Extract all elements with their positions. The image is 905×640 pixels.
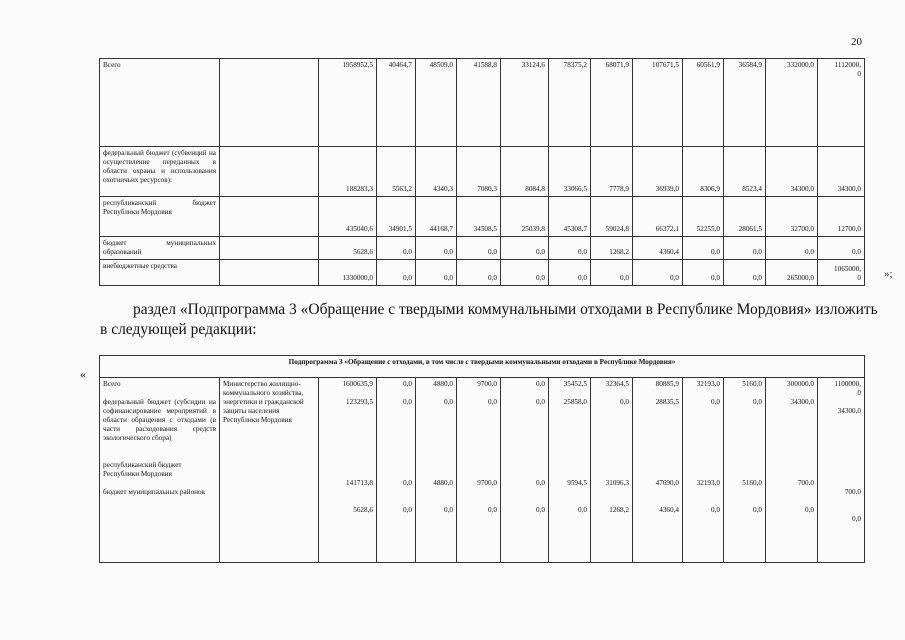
value-cell: 0,0: [536, 398, 545, 406]
value-cell: 5628,6: [353, 506, 373, 514]
value-cell: 0,0: [683, 260, 724, 286]
source-labels-cell: [100, 378, 220, 563]
subprogram-3-table: [99, 355, 865, 563]
value-cell: 1600635,9: [342, 380, 373, 388]
value-cell: 9700,0: [477, 479, 497, 487]
page-number: 20: [851, 36, 862, 48]
value-cell: 9594,5: [567, 479, 587, 487]
value-cell: 0,0: [724, 237, 766, 260]
value-column: [549, 378, 591, 563]
value-cell: 141713,8: [346, 479, 373, 487]
label-total: Всего: [103, 380, 121, 388]
funding-table-continued: [99, 58, 865, 286]
value-cell: 0,0: [501, 237, 549, 260]
value-column: [724, 378, 766, 563]
value-cell: 0,0: [403, 380, 412, 388]
value-cell: 0,0: [416, 237, 457, 260]
value-cell: 0,0: [724, 260, 766, 286]
value-cell: 25039,8: [501, 197, 549, 237]
value-cell: 5628,6: [319, 237, 377, 260]
value-cell: 33124,6: [501, 59, 549, 147]
value-cell: 0,0: [852, 515, 861, 523]
value-cell: 0,0: [488, 506, 497, 514]
value-cell: 1958952,5: [319, 59, 377, 147]
value-cell: 36584,9: [724, 59, 766, 147]
org-cell: [220, 59, 319, 147]
value-cell: 0,0: [444, 506, 453, 514]
value-cell: 1065000, 0: [818, 260, 865, 286]
value-cell: 0,0: [377, 260, 416, 286]
source-label: бюджет муниципальных образований: [100, 237, 220, 260]
value-cell: 8523,4: [724, 147, 766, 197]
closing-quote: »;: [884, 268, 893, 280]
value-column: [501, 378, 549, 563]
value-cell: 1112000, 0: [818, 59, 865, 147]
value-cell: 0,0: [549, 260, 591, 286]
value-cell: 25858,0: [563, 398, 587, 406]
value-cell: 68071,9: [591, 59, 633, 147]
value-cell: 0,0: [536, 506, 545, 514]
value-cell: 36939,0: [633, 147, 683, 197]
value-cell: 40464,7: [377, 59, 416, 147]
value-cell: 4880,0: [433, 380, 453, 388]
value-cell: 0,0: [457, 260, 501, 286]
label-federal: федеральный бюджет (субсидии на софинансирование мероприятий в области обращения с отходами (в части расходования средств экологического сбора): [103, 398, 216, 442]
value-cell: 700,0: [844, 488, 861, 496]
opening-quote: «: [80, 367, 86, 381]
value-cell: 8084,8: [501, 147, 549, 197]
value-column: [766, 378, 818, 563]
value-cell: 34300,0: [766, 147, 818, 197]
value-cell: 0,0: [416, 260, 457, 286]
value-cell: 4340,3: [416, 147, 457, 197]
table-row: [100, 59, 865, 147]
amendment-paragraph: [100, 300, 878, 340]
value-cell: 0,0: [536, 479, 545, 487]
value-cell: 32700,0: [766, 197, 818, 237]
value-cell: 47690,0: [655, 479, 679, 487]
value-cell: 0,0: [403, 506, 412, 514]
value-cell: 188283,3: [319, 147, 377, 197]
value-cell: 34300,0: [818, 147, 865, 197]
value-cell: 52255,0: [683, 197, 724, 237]
value-cell: 31096,3: [605, 479, 629, 487]
subprogram-caption: Подпрограмма 3 «Обращение с отходами, в том числе с твердыми коммунальными отходами в Республике Мордовия»: [100, 356, 865, 378]
value-cell: 32193,0: [696, 380, 720, 388]
value-cell: 0,0: [633, 260, 683, 286]
value-cell: 34300,0: [790, 398, 814, 406]
value-cell: 7080,3: [457, 147, 501, 197]
value-cell: 0,0: [753, 398, 762, 406]
value-column: [416, 378, 457, 563]
value-cell: 0,0: [711, 506, 720, 514]
value-cell: 34901,5: [377, 197, 416, 237]
label-municipal: бюджет муниципальных районов: [103, 488, 205, 496]
value-cell: 0,0: [818, 237, 865, 260]
value-cell: 12700,0: [818, 197, 865, 237]
value-cell: 0,0: [488, 398, 497, 406]
value-cell: 0,0: [591, 260, 633, 286]
value-cell: 265000,0: [766, 260, 818, 286]
table-row: [100, 260, 865, 286]
org-cell: [220, 147, 319, 197]
value-cell: 35452,5: [563, 380, 587, 388]
value-column: [319, 378, 377, 563]
value-cell: 0,0: [753, 506, 762, 514]
value-cell: 0,0: [457, 237, 501, 260]
value-cell: 80885,9: [655, 380, 679, 388]
org-cell: [220, 237, 319, 260]
value-cell: 7778,9: [591, 147, 633, 197]
org-cell: [220, 197, 319, 237]
value-cell: 78375,2: [549, 59, 591, 147]
value-column: [591, 378, 633, 563]
value-cell: 45308,7: [549, 197, 591, 237]
value-cell: 1330000,0: [319, 260, 377, 286]
value-cell: 1268,2: [591, 237, 633, 260]
value-cell: 0,0: [683, 237, 724, 260]
value-column: [683, 378, 724, 563]
value-cell: 8306,9: [683, 147, 724, 197]
value-cell: 5563,2: [377, 147, 416, 197]
value-cell: 700,0: [797, 479, 814, 487]
value-cell: 28061,5: [724, 197, 766, 237]
table-row: [100, 237, 865, 260]
value-cell: 0,0: [578, 506, 587, 514]
source-label: Всего: [100, 59, 220, 147]
value-cell: 107671,5: [633, 59, 683, 147]
value-cell: 435040,6: [319, 197, 377, 237]
value-cell: 1268,2: [609, 506, 629, 514]
value-cell: 60561,9: [683, 59, 724, 147]
value-cell: 48509,0: [416, 59, 457, 147]
value-cell: 300000,0: [787, 380, 814, 388]
value-cell: 59024,8: [591, 197, 633, 237]
value-cell: 34508,5: [457, 197, 501, 237]
source-label: республиканский бюджет Республики Мордовия: [100, 197, 220, 237]
value-cell: 0,0: [536, 380, 545, 388]
table-row: [100, 147, 865, 197]
value-cell: 4360,4: [659, 506, 679, 514]
table-row: [100, 197, 865, 237]
value-cell: 9700,0: [477, 380, 497, 388]
value-cell: 32364,5: [605, 380, 629, 388]
value-cell: 0,0: [444, 398, 453, 406]
paragraph-line-1: раздел «Подпрограмма 3 «Обращение с твердыми коммунальными отходами в Республике Мордовия» изложить: [133, 301, 878, 318]
source-label: внебюджетные средства: [100, 260, 220, 286]
value-cell: 0,0: [805, 506, 814, 514]
paragraph-line-2: в следующей редакции:: [100, 321, 257, 338]
responsible-org: Министерство жилищно-коммунального хозяйства, энергетики и гражданской защиты населения Республики Мордовия: [220, 378, 319, 563]
value-cell: 41588,8: [457, 59, 501, 147]
value-cell: 0,0: [403, 479, 412, 487]
value-cell: 0,0: [766, 237, 818, 260]
value-cell: 0,0: [501, 260, 549, 286]
value-cell: 332000,0: [766, 59, 818, 147]
value-cell: 5160,0: [742, 380, 762, 388]
value-cell: 4360,4: [633, 237, 683, 260]
value-cell: 4880,0: [433, 479, 453, 487]
value-cell: 1100000, 0: [834, 380, 861, 397]
value-cell: 28835,5: [655, 398, 679, 406]
value-column: [633, 378, 683, 563]
value-cell: 0,0: [403, 398, 412, 406]
value-column: [457, 378, 501, 563]
value-cell: 5160,0: [742, 479, 762, 487]
source-label: федеральный бюджет (субвенций на осуществление переданных в области охраны и использования охотничьих ресурсов):: [100, 147, 220, 197]
value-cell: 66372,1: [633, 197, 683, 237]
value-cell: 44168,7: [416, 197, 457, 237]
value-cell: 34300,0: [837, 407, 861, 415]
value-cell: 123293,5: [346, 398, 373, 406]
label-republic: республиканский бюджет Республики Мордовия: [103, 461, 182, 478]
value-column: [377, 378, 416, 563]
value-column: [818, 378, 865, 563]
value-cell: 0,0: [620, 398, 629, 406]
value-cell: 0,0: [377, 237, 416, 260]
org-cell: [220, 260, 319, 286]
value-cell: 33066,5: [549, 147, 591, 197]
value-cell: 32193,0: [696, 479, 720, 487]
value-cell: 0,0: [711, 398, 720, 406]
value-cell: 0,0: [549, 237, 591, 260]
